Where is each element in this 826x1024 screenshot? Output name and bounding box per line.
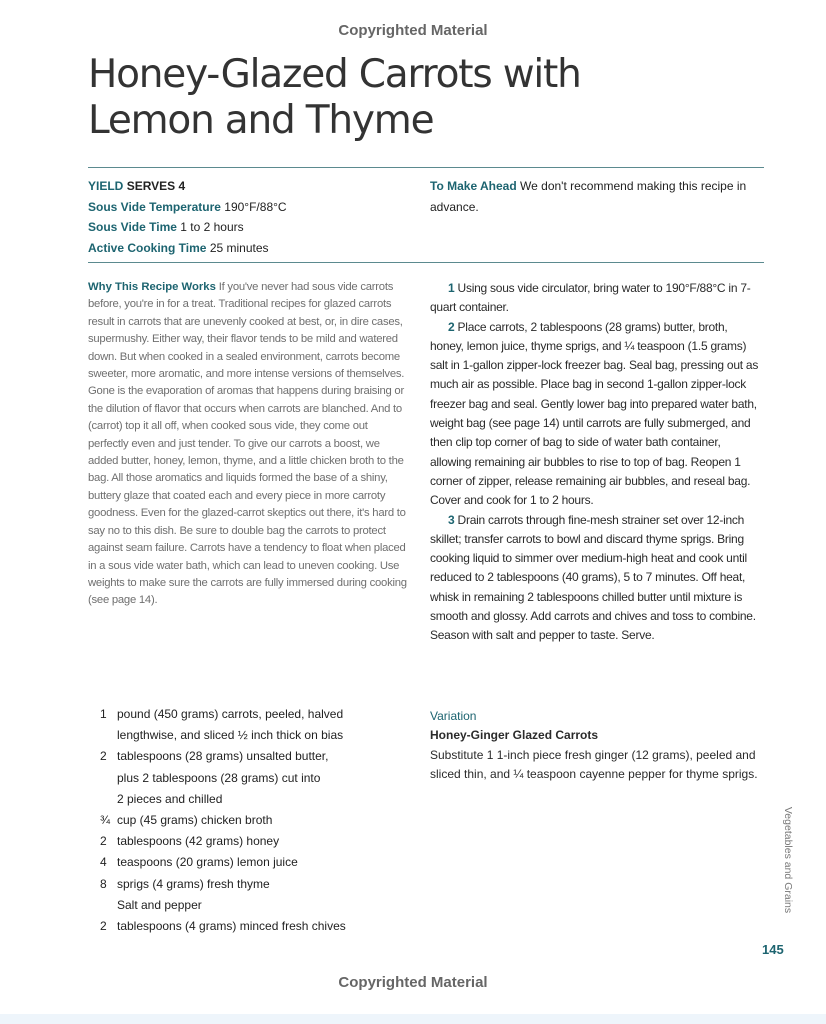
- recipe-meta: [88, 176, 408, 258]
- ingredient-line: tablespoons (28 grams) unsalted butter,: [117, 749, 329, 764]
- ingredient-item: [100, 746, 420, 810]
- ingredient-line: cup (45 grams) chicken broth: [117, 813, 273, 828]
- step-number: 1: [448, 281, 455, 295]
- variation-label: Variation: [430, 709, 477, 723]
- yield-value: SERVES 4: [126, 179, 186, 193]
- variation-text: Substitute 1 1-inch piece fresh ginger (12 grams), peeled and sliced thin, and ¼ teaspoon cayenne pepper for thyme sprigs.: [430, 747, 758, 781]
- ingredient-description: [117, 704, 420, 746]
- chapter-side-tab: [780, 805, 796, 915]
- ingredient-line: lengthwise, and sliced ½ inch thick on bias: [117, 728, 344, 743]
- ingredient-quantity: [100, 895, 117, 916]
- variation-name: Honey-Ginger Glazed Carrots: [430, 728, 599, 743]
- ingredient-description: [117, 852, 420, 873]
- temperature-value: 190°F/88°C: [224, 199, 287, 214]
- divider-middle: [88, 262, 764, 263]
- ingredient-line: Salt and pepper: [117, 897, 202, 912]
- make-ahead-text: We don't recommend making this recipe in advance.: [430, 179, 747, 214]
- ingredient-description: [117, 895, 420, 916]
- yield-label: YIELD: [88, 179, 124, 193]
- recipe-title-line-1: Honey-Glazed Carrots with: [88, 52, 581, 97]
- why-text: If you've never had sous vide carrots before, you're in for a treat. Traditional recipes for glazed carrots result in carrots that are unevenly cooked at best, or, in dire cases, supermushy. Either way, their flavor tends to be mild and watered down. But when cooked in a sealed environment, carrots become sweeter, more aromatic, and more intense versions of themselves. Gone is the evaporation of aromas that happens during braising or the dilution of flavor that occurs when carrots are blanched. And to (carrot) top it all off, when cooked sous vide, they come out perfectly even and just tender. To give our carrots a boost, we added butter, honey, lemon, thyme, and a little chicken broth to the bag. All those aromatics and liquids formed the base of a shiny, buttery glaze that coated each and every piece in more carroty goodness. Even for the glazed-carrot skeptics out there, it's hard to say no to this dish. Be sure to double bag the carrots to protect against seam failure. Carrots have a tendency to float when placed in a sous vide water bath, which can lead to uneven cooking. Use weights to make sure the carrots are fully immersed during cooking (see page 14).: [88, 281, 407, 607]
- method-step: [430, 318, 760, 511]
- chapter-side-tab-label: Vegetables and Grains: [782, 806, 794, 914]
- active-time-value: 25 minutes: [209, 240, 269, 255]
- page-number: 145: [762, 942, 784, 957]
- sous-vide-time-row: [88, 217, 408, 238]
- copyright-notice-bottom: Copyrighted Material: [338, 974, 488, 991]
- method-steps: [430, 279, 760, 646]
- ingredient-item: [100, 874, 420, 895]
- why-label: Why This Recipe Works: [88, 281, 216, 293]
- ingredient-line: tablespoons (42 grams) honey: [117, 834, 280, 849]
- ingredient-item: [100, 895, 420, 916]
- ingredient-line: sprigs (4 grams) fresh thyme: [117, 876, 270, 891]
- ingredient-item: [100, 916, 420, 937]
- temperature-label: Sous Vide Temperature: [88, 199, 221, 214]
- ingredient-quantity: 4: [100, 855, 107, 870]
- divider-top: [88, 167, 764, 168]
- why-this-recipe-works: [88, 279, 408, 610]
- ingredient-quantity: 8: [100, 876, 107, 891]
- ingredient-item: [100, 831, 420, 852]
- ingredient-quantity: 1: [100, 707, 107, 721]
- ingredient-line: pound (450 grams) carrots, peeled, halved: [117, 707, 344, 721]
- active-time-label: Active Cooking Time: [88, 240, 207, 255]
- yield-row: [88, 176, 408, 197]
- step-number: 3: [448, 512, 455, 527]
- make-ahead: [430, 176, 750, 217]
- ingredient-description: [117, 746, 420, 810]
- method-step: [430, 511, 760, 646]
- step-text: Using sous vide circulator, bring water to 190°F/88°C in 7-quart container.: [430, 281, 751, 315]
- copyright-notice-top: Copyrighted Material: [338, 22, 488, 39]
- ingredient-line: plus 2 tablespoons (28 grams) cut into: [117, 770, 321, 785]
- temperature-row: [88, 197, 408, 218]
- bottom-band: [0, 1014, 826, 1024]
- make-ahead-label: To Make Ahead: [430, 179, 517, 193]
- ingredient-quantity: 2: [100, 749, 107, 764]
- step-text: Place carrots, 2 tablespoons (28 grams) butter, broth, honey, lemon juice, thyme sprigs, and ¼ teaspoon (1.5 grams) salt in 1-gallon zipper-lock freezer bag. Seal bag, pressing out as much air as possible. Place bag in second 1-gallon zipper-lock freezer bag and seal. Gently lower bag into prepared water bath, weight bag (see page 14) until carrots are fully submerged, and then clip top corner of bag to side of water bath container, allowing remaining air bubbles to rise to top of bag. Reopen 1 corner of zipper, release remaining air bubbles, and reseal bag. Cover and cook for 1 to 2 hours.: [430, 319, 759, 508]
- recipe-title: [88, 52, 581, 144]
- active-time-row: [88, 238, 408, 259]
- step-number: 2: [448, 319, 455, 334]
- variation-section: [430, 707, 760, 784]
- ingredient-quantity: 2: [100, 834, 107, 849]
- ingredient-line: 2 pieces and chilled: [117, 791, 223, 806]
- ingredient-item: [100, 852, 420, 873]
- ingredient-description: [117, 874, 420, 895]
- ingredient-description: [117, 916, 420, 937]
- sous-vide-time-value: 1 to 2 hours: [180, 220, 244, 234]
- sous-vide-time-label: Sous Vide Time: [88, 220, 177, 234]
- ingredient-line: teaspoons (20 grams) lemon juice: [117, 855, 298, 870]
- ingredient-quantity: ¾: [100, 813, 111, 828]
- ingredient-list: [100, 704, 420, 937]
- ingredient-line: tablespoons (4 grams) minced fresh chives: [117, 919, 346, 934]
- step-text: Drain carrots through fine-mesh strainer set over 12-inch skillet; transfer carrots to bowl and discard thyme sprigs. Bring cooking liquid to simmer over medium-high heat and cook until reduced to 2 tablespoons (40 grams), 5 to 7 minutes. Off heat, whisk in remaining 2 tablespoons chilled butter until mixture is smooth and glossy. Add carrots and chives and toss to combine. Season with salt and pepper to taste. Serve.: [430, 512, 756, 643]
- ingredient-description: [117, 831, 420, 852]
- ingredient-description: [117, 810, 420, 831]
- ingredient-item: [100, 704, 420, 746]
- method-step: [430, 279, 760, 318]
- recipe-title-line-2: Lemon and Thyme: [88, 98, 434, 143]
- ingredient-quantity: 2: [100, 919, 107, 934]
- ingredient-item: [100, 810, 420, 831]
